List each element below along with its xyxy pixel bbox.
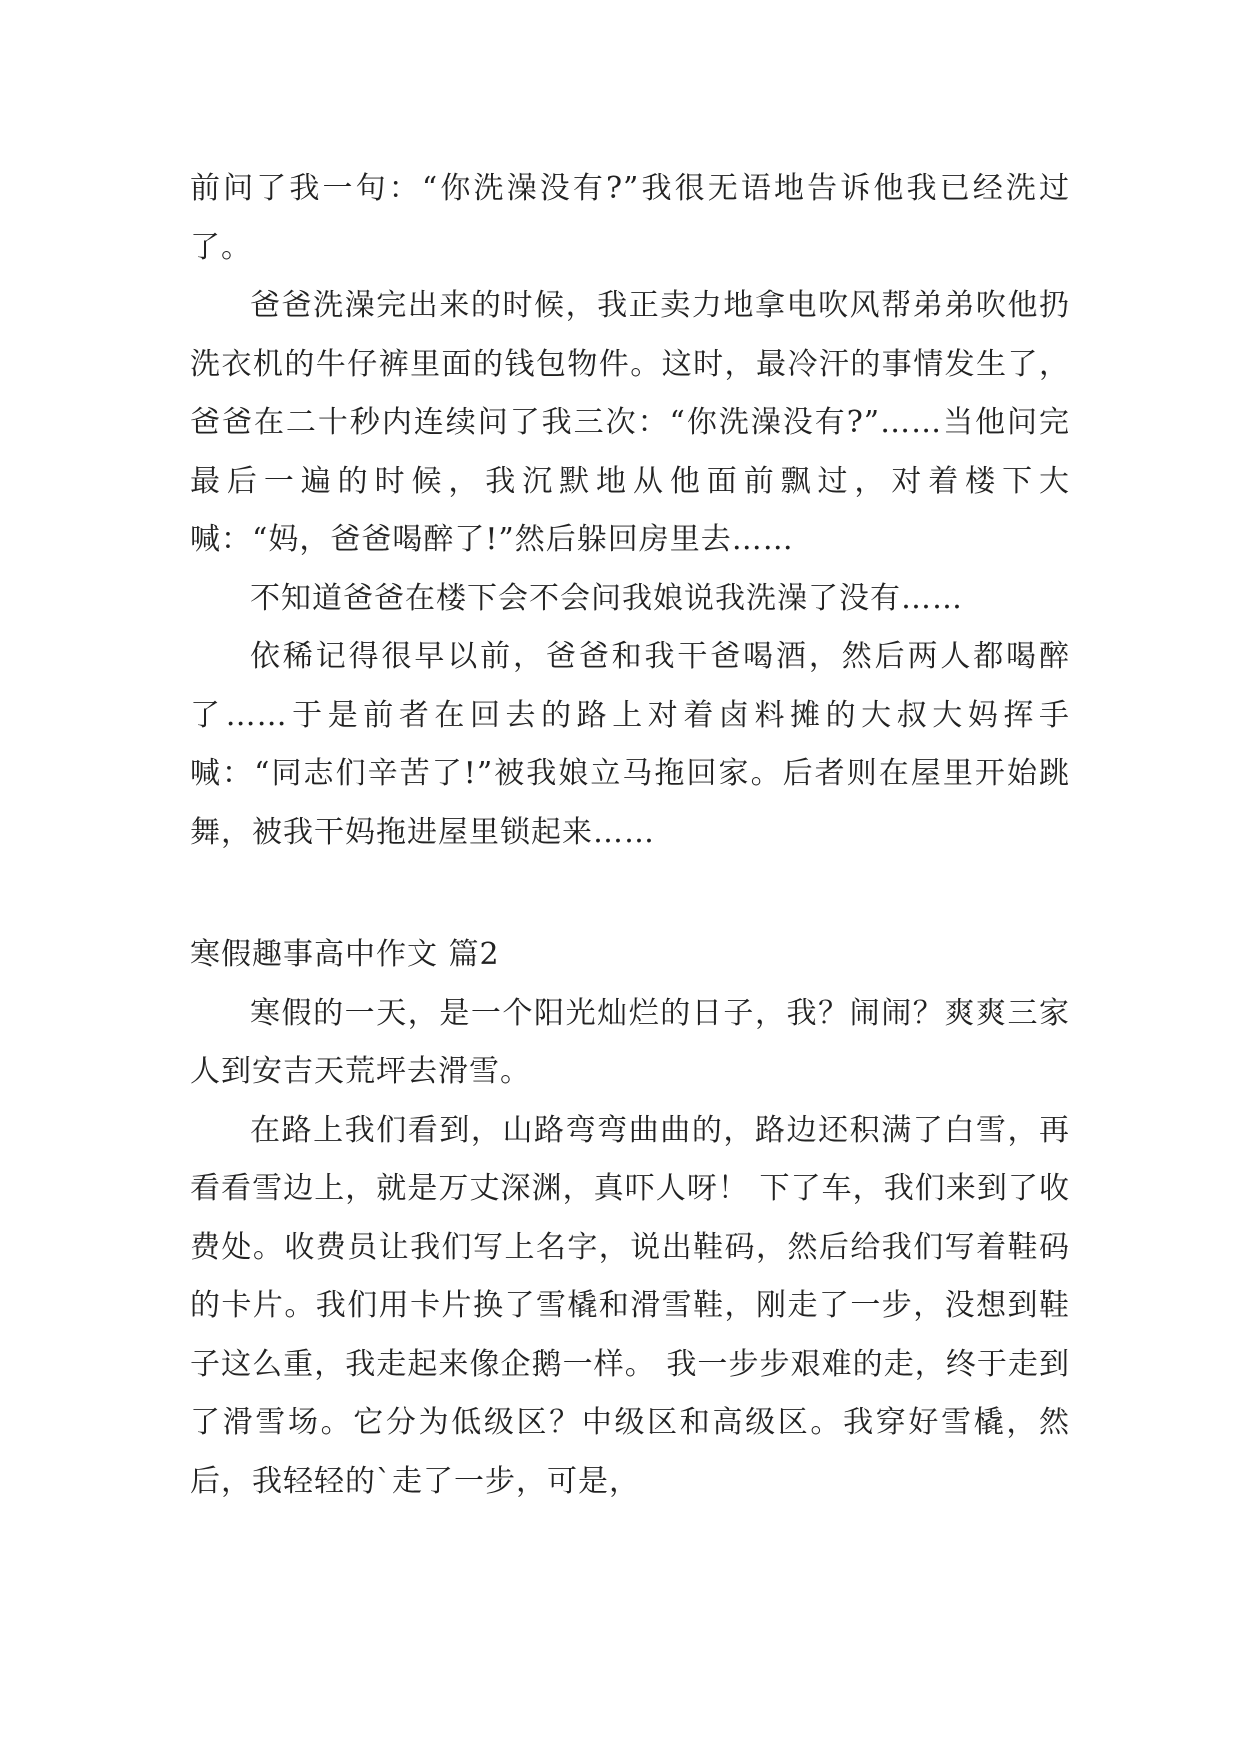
paragraph-3: 不知道爸爸在楼下会不会问我娘说我洗澡了没有……	[250, 580, 963, 616]
paragraph-4: 依稀记得很早以前，爸爸和我干爸喝酒，然后两人都喝醉了……于是前者在回去的路上对着卤料摊的大叔大妈挥手喊：“同志们辛苦了!”被我娘立马拖回家。后者则在屋里开始跳舞，被我干妈拖进屋里锁起来……	[190, 639, 1070, 850]
paragraph-6: 在路上我们看到，山路弯弯曲曲的，路边还积满了白雪，再看看雪边上，就是万丈深渊，真吓人呀！ 下了车，我们来到了收费处。收费员让我们写上名字，说出鞋码，然后给我们写着鞋码的卡片。我们用卡片换了雪橇和滑雪鞋，刚走了一步，没想到鞋子这么重，我走起来像企鹅一样。 我一步步艰难的走，终于走到了滑雪场。它分为低级区？中级区和高级区。我穿好雪橇，然后，我轻轻的`走了一步，可是，	[190, 1112, 1070, 1499]
paragraph-2: 爸爸洗澡完出来的时候，我正卖力地拿电吹风帮弟弟吹他扔洗衣机的牛仔裤里面的钱包物件。这时，最冷汗的事情发生了，爸爸在二十秒内连续问了我三次：“你洗澡没有?”……当他问完最后一遍的时候，我沉默地从他面前飘过，对着楼下大喊：“妈，爸爸喝醉了!”然后躲回房里去……	[190, 288, 1070, 557]
document-page	[190, 160, 1070, 1511]
paragraph-5: 寒假的一天，是一个阳光灿烂的日子，我？闹闹？爽爽三家人到安吉天荒坪去滑雪。	[190, 995, 1070, 1089]
section-title: 寒假趣事高中作文 篇2	[190, 937, 500, 972]
paragraph-1: 前问了我一句：“你洗澡没有?”我很无语地告诉他我已经洗过了。	[190, 171, 1070, 265]
